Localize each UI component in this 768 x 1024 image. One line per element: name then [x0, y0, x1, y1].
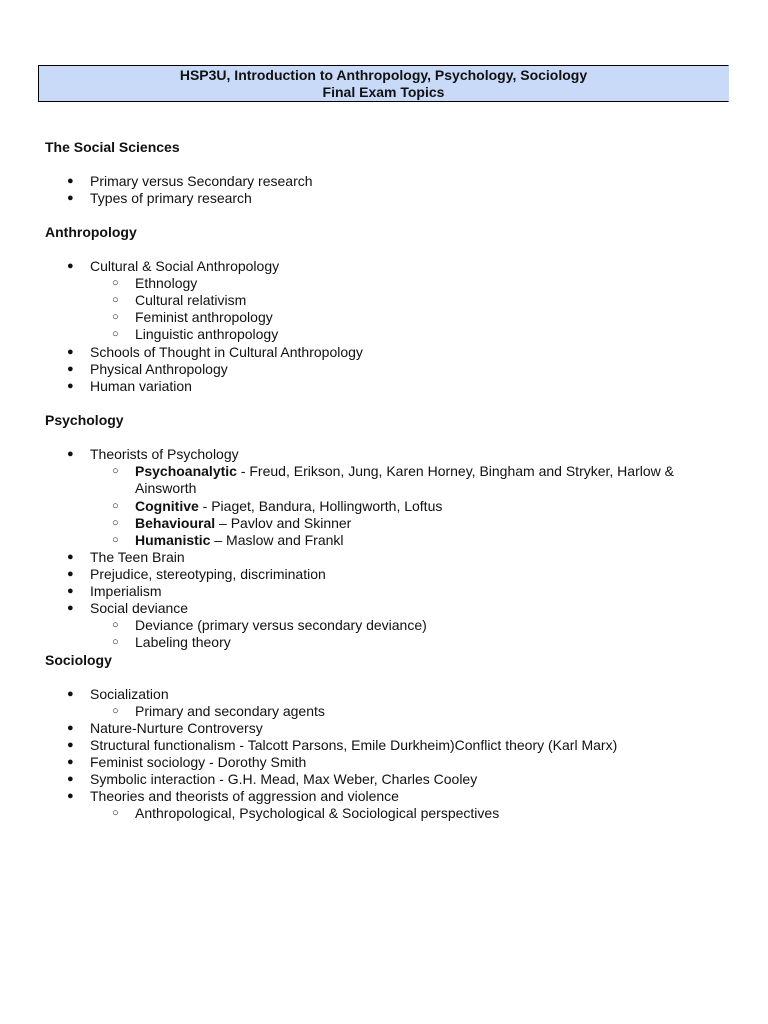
list-item: Symbolic interaction - G.H. Mead, Max Weber, Charles Cooley	[90, 771, 478, 787]
list-item: Imperialism	[90, 583, 162, 599]
sub-bullet-icon: ○	[112, 534, 119, 546]
sub-bullet-icon: ○	[112, 619, 119, 631]
sub-bullet-icon: ○	[112, 328, 119, 340]
list-item: Theories and theorists of aggression and violence	[90, 788, 399, 804]
section-title-sociology: Sociology	[45, 652, 112, 668]
sub-bullet-icon: ○	[112, 311, 119, 323]
sub-list-item: Primary and secondary agents	[135, 703, 325, 719]
bullet-icon: ●	[67, 192, 74, 204]
keyword-psychoanalytic: Psychoanalytic	[135, 463, 237, 479]
section-title-anthropology: Anthropology	[45, 224, 137, 240]
bullet-icon: ●	[67, 175, 74, 187]
keyword-cognitive: Cognitive	[135, 498, 199, 514]
bullet-icon: ●	[67, 363, 74, 375]
bullet-icon: ●	[67, 380, 74, 392]
bullet-icon: ●	[67, 551, 74, 563]
bullet-icon: ●	[67, 756, 74, 768]
sub-bullet-icon: ○	[112, 517, 119, 529]
list-item: Human variation	[90, 378, 192, 394]
sub-bullet-icon: ○	[112, 465, 119, 477]
list-item: Socialization	[90, 686, 169, 702]
list-item: Nature-Nurture Controversy	[90, 720, 263, 736]
theorists-behavioural: – Pavlov and Skinner	[215, 515, 352, 531]
document-title: HSP3U, Introduction to Anthropology, Psychology, Sociology	[179, 67, 588, 83]
sub-bullet-icon: ○	[112, 500, 119, 512]
bullet-icon: ●	[67, 790, 74, 802]
keyword-behavioural: Behavioural	[135, 515, 216, 531]
sub-list-item	[135, 515, 351, 532]
bullet-icon: ●	[67, 602, 74, 614]
bullet-icon: ●	[67, 260, 74, 272]
sub-bullet-icon: ○	[112, 807, 119, 819]
theorists-humanistic: – Maslow and Frankl	[210, 532, 344, 548]
sub-bullet-icon: ○	[112, 277, 119, 289]
list-item: Prejudice, stereotyping, discrimination	[90, 566, 326, 582]
list-item: Structural functionalism - Talcott Parsons, Emile Durkheim)Conflict theory (Karl Marx)	[90, 737, 618, 753]
list-item: Types of primary research	[90, 190, 252, 206]
theorists-cognitive: - Piaget, Bandura, Hollingworth, Loftus	[198, 498, 443, 514]
bullet-icon: ●	[67, 448, 74, 460]
sub-list-item: Labeling theory	[135, 634, 231, 650]
list-item: Cultural & Social Anthropology	[90, 258, 280, 274]
bullet-icon: ●	[67, 568, 74, 580]
section-title-psychology: Psychology	[45, 412, 124, 428]
bullet-icon: ●	[67, 773, 74, 785]
sub-list-item	[135, 532, 344, 549]
bullet-icon: ●	[67, 688, 74, 700]
sub-bullet-icon: ○	[112, 705, 119, 717]
sub-bullet-icon: ○	[112, 294, 119, 306]
sub-list-item: Ethnology	[135, 275, 198, 291]
keyword-humanistic: Humanistic	[135, 532, 211, 548]
document-header	[38, 65, 729, 102]
list-item: Primary versus Secondary research	[90, 173, 313, 189]
list-item: The Teen Brain	[90, 549, 185, 565]
document-subtitle: Final Exam Topics	[322, 84, 445, 100]
list-item: Social deviance	[90, 600, 189, 616]
bullet-icon: ●	[67, 346, 74, 358]
list-item: Feminist sociology - Dorothy Smith	[90, 754, 307, 770]
sub-list-item: Deviance (primary versus secondary deviance)	[135, 617, 427, 633]
sub-list-item	[135, 498, 442, 515]
list-item: Physical Anthropology	[90, 361, 228, 377]
bullet-icon: ●	[67, 739, 74, 751]
section-title-social-sciences: The Social Sciences	[45, 139, 180, 155]
bullet-icon: ●	[67, 722, 74, 734]
list-item: Schools of Thought in Cultural Anthropology	[90, 344, 363, 360]
sub-bullet-icon: ○	[112, 636, 119, 648]
theorists-psychoanalytic: - Freud, Erikson, Jung, Karen Horney, Bingham and Stryker, Harlow &	[236, 463, 674, 479]
sub-list-item: Linguistic anthropology	[135, 326, 279, 342]
sub-list-item: Feminist anthropology	[135, 309, 273, 325]
sub-list-item: Anthropological, Psychological & Sociological perspectives	[135, 805, 500, 821]
sub-list-item	[135, 463, 674, 480]
sub-list-item-continuation: Ainsworth	[135, 480, 197, 496]
list-item: Theorists of Psychology	[90, 446, 239, 462]
bullet-icon: ●	[67, 585, 74, 597]
sub-list-item: Cultural relativism	[135, 292, 247, 308]
